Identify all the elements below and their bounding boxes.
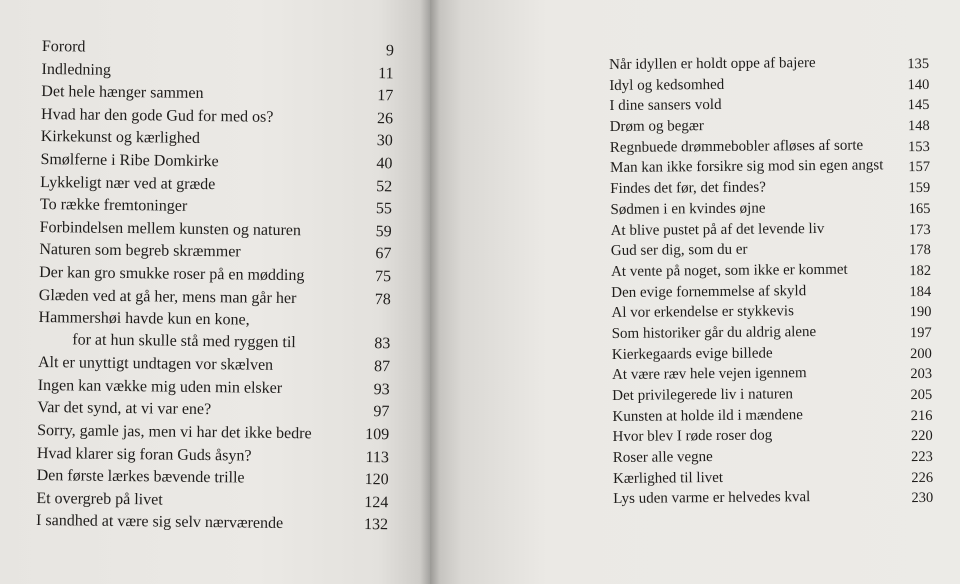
toc-page-number: 55 — [375, 200, 393, 218]
toc-page-number: 26 — [376, 109, 394, 128]
toc-page-number: 120 — [364, 471, 389, 489]
book-gutter — [420, 0, 440, 584]
toc-title: Hvor blev I røde roser dog — [612, 427, 773, 446]
toc-title: Man kan ikke forsikre sig mod sin egen angst — [609, 157, 884, 177]
toc-page-number: 93 — [373, 380, 390, 398]
toc-title: At blive pustet på af det levende liv — [610, 220, 825, 239]
toc-page-number: 184 — [909, 283, 932, 300]
toc-page-number: 165 — [908, 200, 931, 217]
toc-title: Naturen som begreb skræmmer — [39, 241, 241, 261]
toc-title: Sødmen i en kvindes øjne — [610, 200, 766, 218]
toc-page-number: 78 — [374, 290, 391, 308]
toc-title: Lys uden varme er helvedes kval — [613, 489, 811, 508]
toc-title: Indledning — [41, 60, 112, 79]
toc-title: Kærlighed til livet — [612, 469, 724, 487]
toc-title: Forbindelsen mellem kunsten og naturen — [39, 218, 302, 239]
toc-page-number: 220 — [910, 428, 933, 445]
toc-left-list — [36, 38, 394, 539]
toc-title: Idyl og kedsomhed — [609, 76, 725, 94]
toc-page-number: 59 — [375, 222, 392, 241]
toc-page-number: 132 — [363, 516, 389, 534]
toc-page-number: 182 — [909, 262, 932, 280]
toc-page-number: 30 — [376, 132, 393, 150]
toc-title: Det privilegerede liv i naturen — [612, 386, 794, 404]
toc-title: Forord — [41, 38, 86, 56]
toc-page-number: 67 — [375, 245, 392, 263]
toc-page-number: 83 — [374, 335, 391, 353]
toc-title: Hvad klarer sig foran Guds åsyn? — [36, 444, 252, 465]
toc-page-number: 153 — [908, 138, 930, 155]
toc-title: Alt er unyttigt undtagen vor skælven — [37, 354, 274, 374]
toc-title: Al vor erkendelse er stykkevis — [611, 303, 794, 322]
toc-page-number: 190 — [909, 304, 932, 321]
toc-page-number: 216 — [910, 407, 933, 424]
toc-page-number: 140 — [907, 76, 930, 93]
toc-page-number: 159 — [908, 180, 931, 197]
toc-page-number: 97 — [373, 403, 390, 421]
toc-page-number: 205 — [910, 386, 933, 404]
toc-title: Den evige fornemmelse af skyld — [611, 282, 807, 301]
toc-entry — [613, 488, 933, 512]
toc-page-number: 178 — [909, 242, 931, 259]
toc-page-number: 203 — [910, 366, 933, 383]
toc-title: I dine sansers vold — [609, 97, 722, 115]
toc-page-number: 135 — [907, 55, 930, 73]
toc-page-number: 109 — [365, 425, 390, 444]
toc-page-number: 223 — [911, 448, 933, 466]
toc-page-number: 87 — [373, 358, 391, 376]
toc-title: Findes det før, det findes? — [610, 179, 766, 198]
toc-title: Et overgreb på livet — [36, 489, 163, 509]
toc-entry — [36, 512, 388, 539]
toc-page-number: 113 — [365, 448, 390, 466]
toc-page-number: 145 — [907, 97, 930, 114]
toc-title: Kunsten at holde ild i mændene — [612, 406, 803, 425]
toc-title: Glæden ved at gå her, mens man går her — [38, 286, 297, 307]
toc-title: Ingen kan vække mig uden min elsker — [37, 376, 283, 397]
toc-title: Smølferne i Ribe Domkirke — [40, 150, 219, 171]
toc-page-number: 200 — [910, 345, 932, 362]
toc-page-number: 75 — [375, 268, 392, 286]
toc-title: Som historiker går du aldrig alene — [611, 323, 817, 342]
toc-page-number: 226 — [911, 469, 934, 486]
toc-page-number: 157 — [908, 159, 931, 176]
toc-title: Var det synd, at vi var ene? — [37, 399, 212, 419]
toc-page-number: 173 — [908, 221, 931, 238]
toc-title: Kierkegaards evige billede — [611, 345, 773, 363]
toc-title: Drøm og begær — [609, 118, 704, 136]
toc-page-number: 17 — [377, 87, 394, 105]
toc-page-number: 197 — [909, 324, 932, 342]
toc-title: Hammershøi havde kun en kone, — [38, 309, 250, 329]
toc-title: At være ræv hele vejen igennem — [611, 365, 807, 384]
toc-page-number: 52 — [376, 177, 393, 195]
toc-page-number: 11 — [378, 64, 394, 82]
toc-title: Der kan gro smukke roser på en mødding — [39, 263, 305, 285]
toc-right-list — [609, 54, 933, 512]
toc-title: Det hele hænger sammen — [41, 83, 204, 103]
toc-title-continuation: for at hun skulle stå med ryggen til — [72, 331, 296, 352]
toc-page-number: 230 — [911, 490, 934, 507]
toc-title: Gud ser dig, som du er — [610, 241, 748, 260]
toc-title: Kirkekunst og kærlighed — [40, 128, 200, 148]
toc-title: I sandhed at være sig selv nærværende — [35, 512, 284, 533]
toc-title: Regnbuede drømmebobler afløses af sorte — [609, 137, 864, 156]
toc-title: To række fremtoninger — [39, 196, 188, 215]
left-page — [0, 0, 430, 584]
toc-page-number: 9 — [385, 42, 394, 60]
toc-page-number: 124 — [364, 493, 389, 511]
toc-entry — [38, 309, 391, 358]
toc-page-number: 148 — [907, 117, 930, 135]
toc-title: Når idyllen er holdt oppe af bajere — [609, 55, 816, 73]
toc-page-number: 40 — [376, 155, 393, 173]
toc-title: Lykkeligt nær ved at græde — [40, 173, 216, 193]
toc-title: At vente på noget, som ikke er kommet — [610, 261, 848, 280]
toc-title: Roser alle vegne — [612, 449, 713, 467]
toc-title: Den første lærkes bævende trille — [36, 467, 245, 487]
toc-title: Hvad har den gode Gud for med os? — [40, 105, 274, 126]
toc-title: Sorry, gamle jas, men vi har det ikke bedre — [37, 421, 312, 443]
